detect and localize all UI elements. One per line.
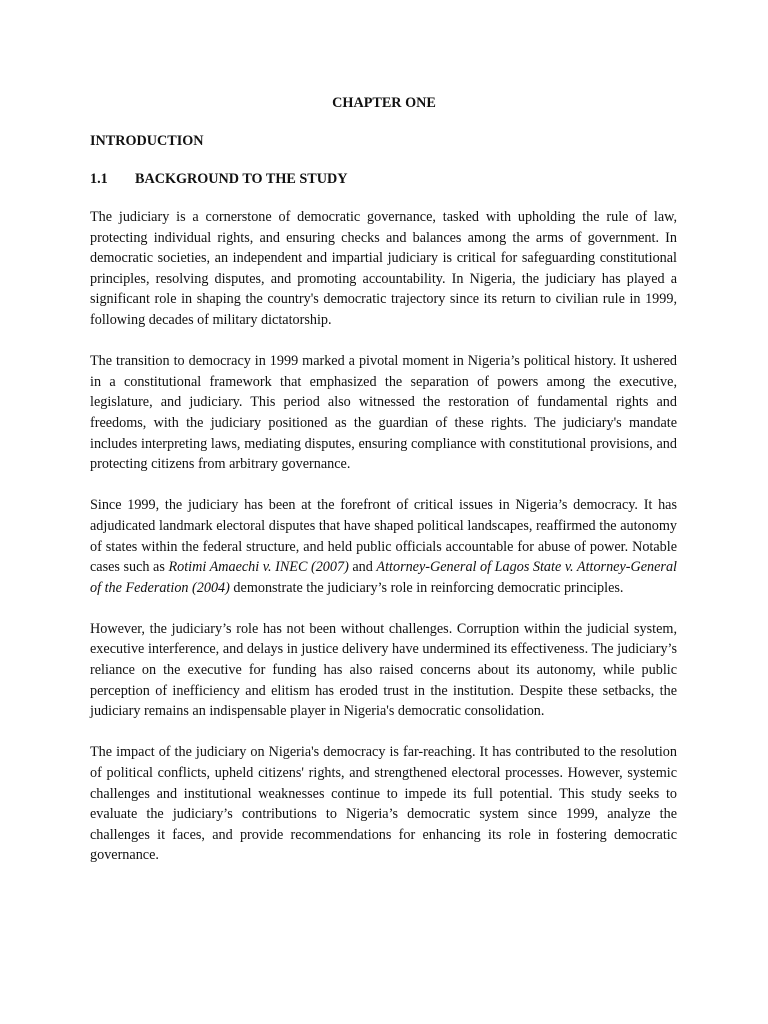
paragraph-3-text-b: and: [348, 559, 377, 576]
introduction-heading: INTRODUCTION: [90, 133, 204, 149]
case-citation-amaechi: Rotimi Amaechi v. INEC (2007): [168, 559, 349, 576]
paragraph-4: However, the judiciary’s role has not been without challenges. Corruption within the judicial system, executive interference, and delays in justice delivery have undermined its effectiveness. The judiciary’s reliance on the executive for funding has also raised concerns about its autonomy, while public perception of inefficiency and elitism has eroded trust in the institution. Despite these setbacks, the judiciary remains an indispensable player in Nigeria's democratic consolidation.: [90, 620, 677, 720]
paragraph-3: [90, 495, 677, 598]
paragraph-3-text-c: demonstrate the judiciary’s role in reinforcing democratic principles.: [229, 579, 624, 596]
paragraph-5: The impact of the judiciary on Nigeria's democracy is far-reaching. It has contributed to the resolution of political conflicts, upheld citizens' rights, and strengthened electoral processes. However, systemic challenges and institutional weaknesses continue to impede its full potential. This study seeks to evaluate the judiciary’s contributions to Nigeria’s democratic system since 1999, analyze the challenges it faces, and provide recommendations for enhancing its role in fostering democratic governance.: [90, 744, 677, 864]
paragraph-1: The judiciary is a cornerstone of democratic governance, tasked with upholding the rule of law, protecting individual rights, and ensuring checks and balances among the arms of government. In democratic societies, an independent and impartial judiciary is critical for safeguarding constitutional principles, resolving disputes, and promoting accountability. In Nigeria, the judiciary has played a significant role in shaping the country's democratic trajectory since its return to civilian rule in 1999, following decades of military dictatorship.: [90, 209, 677, 328]
chapter-title: CHAPTER ONE: [332, 95, 436, 111]
case-citation-attorney-general: Attorney-General of Lagos State v. Attorney-General of the Federation (2004): [90, 559, 677, 596]
section-heading: [90, 169, 347, 189]
paragraph-2: The transition to democracy in 1999 marked a pivotal moment in Nigeria’s political history. It ushered in a constitutional framework that emphasized the separation of powers among the executive, legislature, and judiciary. This period also witnessed the restoration of fundamental rights and freedoms, with the judiciary positioned as the guardian of these rights. The judiciary's mandate includes interpreting laws, mediating disputes, ensuring compliance with constitutional provisions, and protecting citizens from arbitrary governance.: [90, 353, 677, 473]
body-text: [90, 207, 677, 887]
paragraph-3-text-a: Since 1999, the judiciary has been at the forefront of critical issues in Nigeria’s democracy. It has adjudicated landmark electoral disputes that have shaped political landscapes, reaffirmed the autonomy of states within the federal structure, and held public officials accountable for abuse of power. Notable cases such as: [90, 497, 677, 576]
section-number: 1.1: [90, 171, 108, 187]
section-title: BACKGROUND TO THE STUDY: [135, 171, 348, 187]
